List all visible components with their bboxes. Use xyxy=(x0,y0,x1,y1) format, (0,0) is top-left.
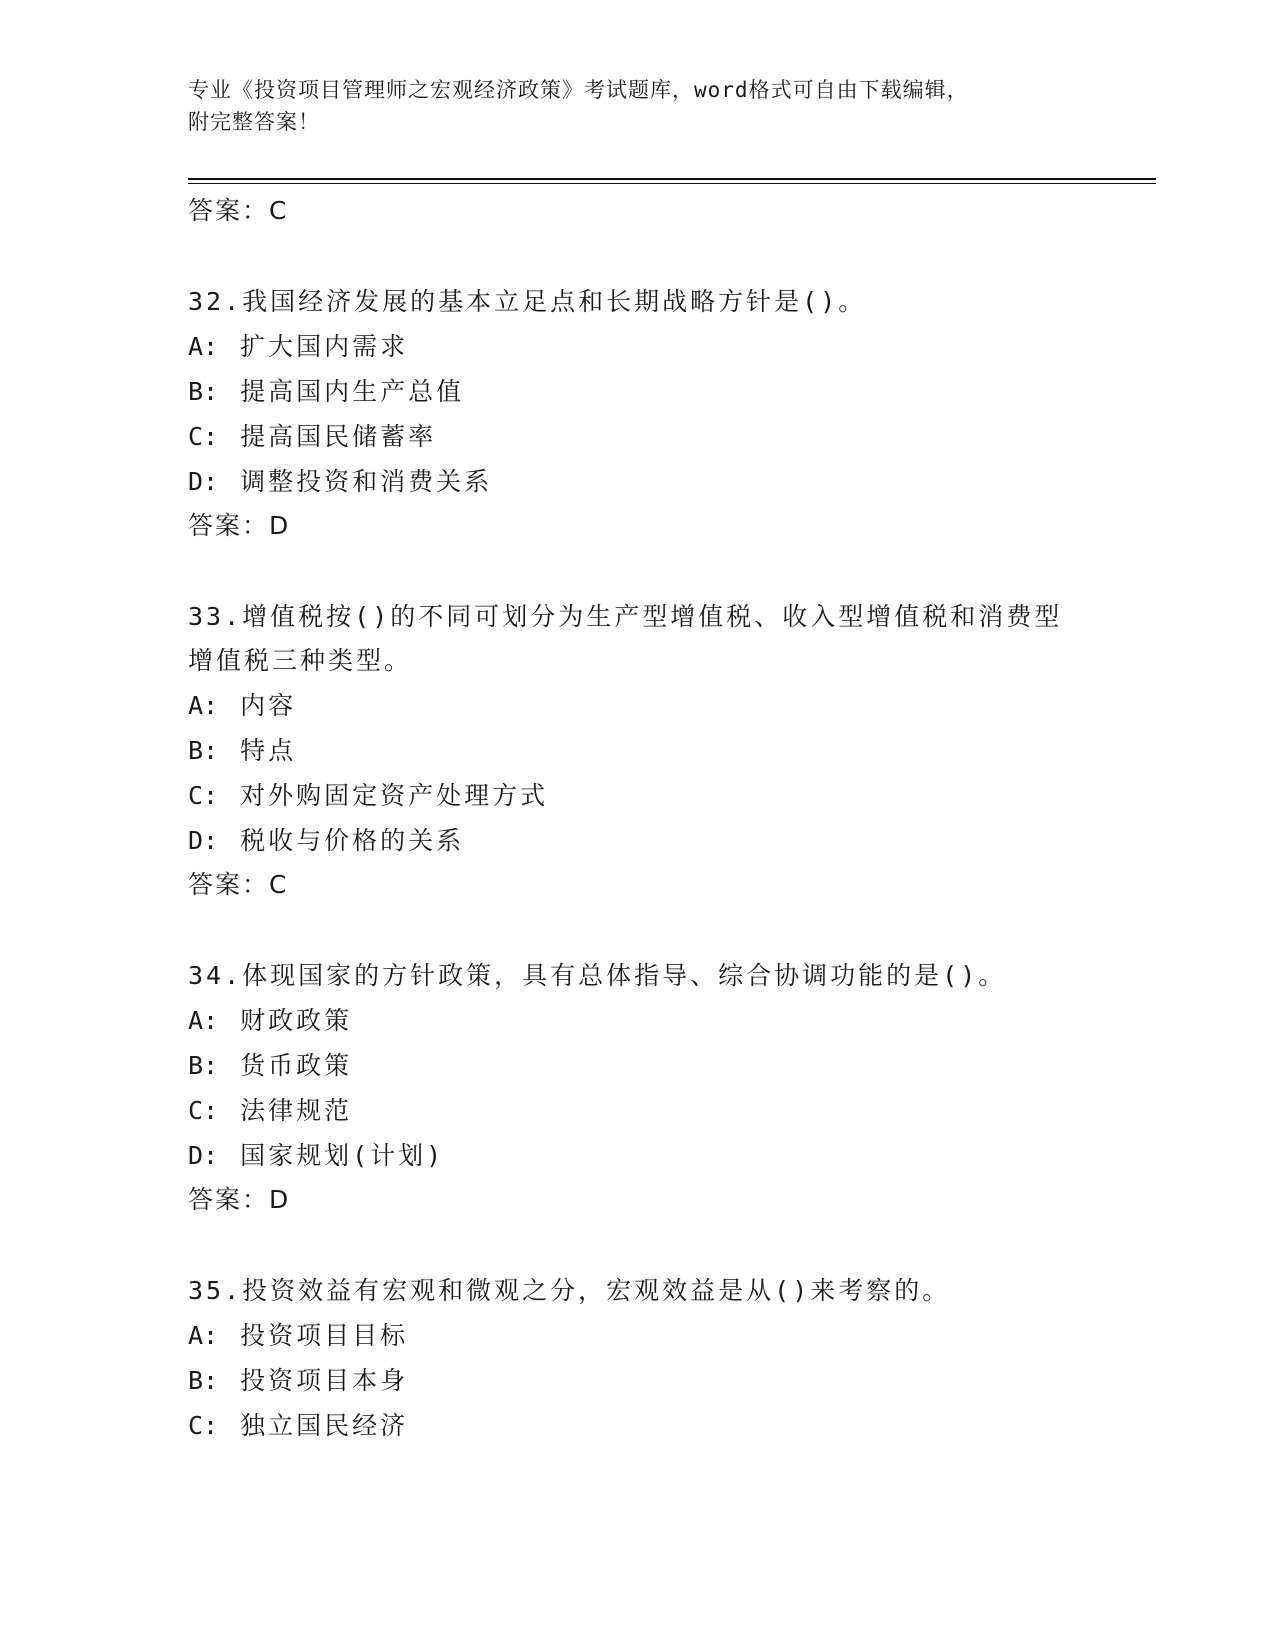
option-d xyxy=(188,459,1088,504)
question-text: 体现国家的方针政策，具有总体指导、综合协调功能的是()。 xyxy=(242,961,1007,990)
question-text: 我国经济发展的基本立足点和长期战略方针是()。 xyxy=(242,287,867,316)
option-text: 内容 xyxy=(240,691,297,720)
option-text: 货币政策 xyxy=(240,1051,353,1080)
option-text: 特点 xyxy=(240,736,297,765)
option-key: C: xyxy=(188,1096,219,1125)
header-divider-thin xyxy=(188,183,1156,184)
option-text: 投资项目目标 xyxy=(240,1321,409,1350)
option-key: B: xyxy=(188,1051,219,1080)
option-text: 投资项目本身 xyxy=(240,1366,409,1395)
option-text: 财政政策 xyxy=(240,1006,353,1035)
option-c xyxy=(188,1403,1088,1448)
option-key: A: xyxy=(188,332,219,361)
intro-line-1: 专业《投资项目管理师之宏观经济政策》考试题库，word格式可自由下载编辑， xyxy=(188,78,969,102)
question-33 xyxy=(188,595,1088,907)
answer-value: C xyxy=(269,196,288,225)
answer-value: D xyxy=(269,511,290,540)
option-text: 税收与价格的关系 xyxy=(240,826,465,855)
option-key: A: xyxy=(188,1006,219,1035)
option-key: B: xyxy=(188,377,219,406)
question-number: 35. xyxy=(188,1276,243,1305)
previous-answer xyxy=(188,189,1088,233)
option-key: D: xyxy=(188,467,219,496)
option-text: 对外购固定资产处理方式 xyxy=(240,781,549,810)
question-answer xyxy=(188,504,1088,548)
option-a xyxy=(188,998,1088,1043)
answer-label: 答案： xyxy=(188,196,270,225)
option-text: 提高国内生产总值 xyxy=(240,377,465,406)
option-b xyxy=(188,1358,1088,1403)
option-d xyxy=(188,1133,1088,1178)
option-c xyxy=(188,414,1088,459)
option-a xyxy=(188,1313,1088,1358)
answer-value: C xyxy=(269,870,288,899)
answer-label: 答案： xyxy=(188,1185,270,1214)
option-key: A: xyxy=(188,691,219,720)
header-divider-thick xyxy=(188,178,1156,180)
question-stem xyxy=(188,1269,1088,1313)
option-key: B: xyxy=(188,1366,219,1395)
option-key: B: xyxy=(188,736,219,765)
option-text: 调整投资和消费关系 xyxy=(240,467,493,496)
question-answer xyxy=(188,1178,1088,1222)
question-number: 33. xyxy=(188,602,243,631)
option-text: 法律规范 xyxy=(240,1096,353,1125)
option-text: 提高国民储蓄率 xyxy=(240,422,437,451)
option-c xyxy=(188,773,1088,818)
option-key: C: xyxy=(188,422,219,451)
question-stem-continued xyxy=(188,639,1088,683)
option-a xyxy=(188,324,1088,369)
question-text-line-1: 增值税按()的不同可划分为生产型增值税、收入型增值税和消费型 xyxy=(242,602,1063,631)
question-stem xyxy=(188,280,1088,324)
option-key: C: xyxy=(188,1411,219,1440)
option-key: C: xyxy=(188,781,219,810)
option-key: D: xyxy=(188,1141,219,1170)
option-d xyxy=(188,818,1088,863)
intro-line-2: 附完整答案！ xyxy=(188,110,320,134)
question-34 xyxy=(188,954,1088,1222)
question-number: 34. xyxy=(188,961,243,990)
answer-label: 答案： xyxy=(188,870,270,899)
question-number: 32. xyxy=(188,287,243,316)
question-text-line-2: 增值税三种类型。 xyxy=(188,646,413,675)
option-a xyxy=(188,683,1088,728)
question-stem xyxy=(188,595,1088,639)
question-text: 投资效益有宏观和微观之分，宏观效益是从()来考察的。 xyxy=(242,1276,951,1305)
answer-value: D xyxy=(269,1185,290,1214)
option-b xyxy=(188,369,1088,414)
option-text: 独立国民经济 xyxy=(240,1411,409,1440)
option-b xyxy=(188,728,1088,773)
question-answer xyxy=(188,863,1088,907)
option-key: D: xyxy=(188,826,219,855)
question-list xyxy=(188,189,1088,1448)
document-intro xyxy=(188,74,1108,138)
question-stem xyxy=(188,954,1088,998)
question-32 xyxy=(188,280,1088,548)
option-text: 国家规划(计划) xyxy=(240,1141,445,1170)
option-text: 扩大国内需求 xyxy=(240,332,409,361)
answer-label: 答案： xyxy=(188,511,270,540)
option-b xyxy=(188,1043,1088,1088)
option-key: A: xyxy=(188,1321,219,1350)
option-c xyxy=(188,1088,1088,1133)
question-35 xyxy=(188,1269,1088,1448)
